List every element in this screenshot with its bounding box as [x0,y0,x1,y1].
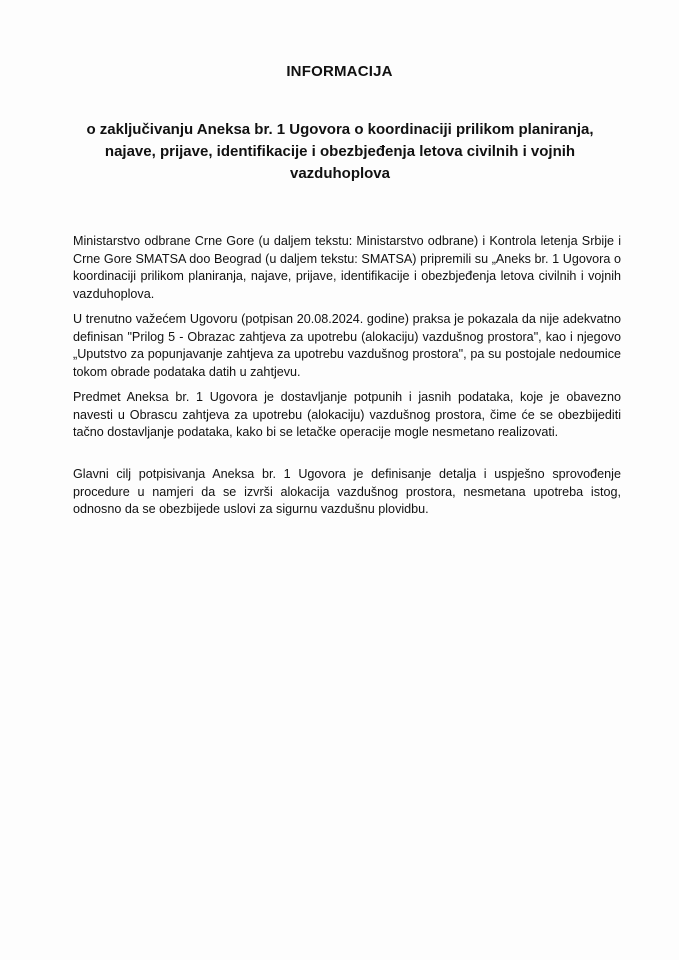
paragraph-annex-subject: Predmet Aneksa br. 1 Ugovora je dostavljanje potpunih i jasnih podataka, koje je obavezno navesti u Obrascu zahtjeva za upotrebu (alokaciju) vazdušnog prostora, čime će se obezbijediti tačno dostavljanje podataka, kako bi se letačke operacije mogle nesmetano realizovati. [73,390,621,439]
document-subtitle: o zaključivanju Aneksa br. 1 Ugovora o koordinaciji prilikom planiranja, najave, prijave, identifikacije i obezbjeđenja letova civilnih i vojnih vazduhoplova [86,121,594,182]
paragraph-current-contract: U trenutno važećem Ugovoru (potpisan 20.08.2024. godine) praksa je pokazala da nije adekvatno definisan "Prilog 5 - Obrazac zahtjeva za upotrebu (alokaciju) vazdušnog prostora", kao i njegovo „Uputstvo za popunjavanje zahtjeva za upotrebu vazdušnog prostora", pa su postojale nedoumice tokom obrade podataka datih u zahtjevu. [73,312,621,379]
paragraph-intro: Ministarstvo odbrane Crne Gore (u daljem tekstu: Ministarstvo odbrane) i Kontrola letenja Srbije i Crne Gore SMATSA doo Beograd (u daljem tekstu: SMATSA) pripremili su „Aneks br. 1 Ugovora o koordinaciji prilikom planiranja, najave, prijave, identifikacije i obezbjeđenja letova civilnih i vojnih vazduhoplova. [73,234,621,301]
paragraph-main-goal: Glavni cilj potpisivanja Aneksa br. 1 Ugovora je definisanje detalja i uspješno sprovođenje procedure u namjeri da se izvrši alokacija vazdušnog prostora, nesmetana upotreba istog, odnosno da se obezbijede uslovi za sigurnu vazdušnu plovidbu. [73,467,621,516]
document-heading: INFORMACIJA [286,63,393,80]
